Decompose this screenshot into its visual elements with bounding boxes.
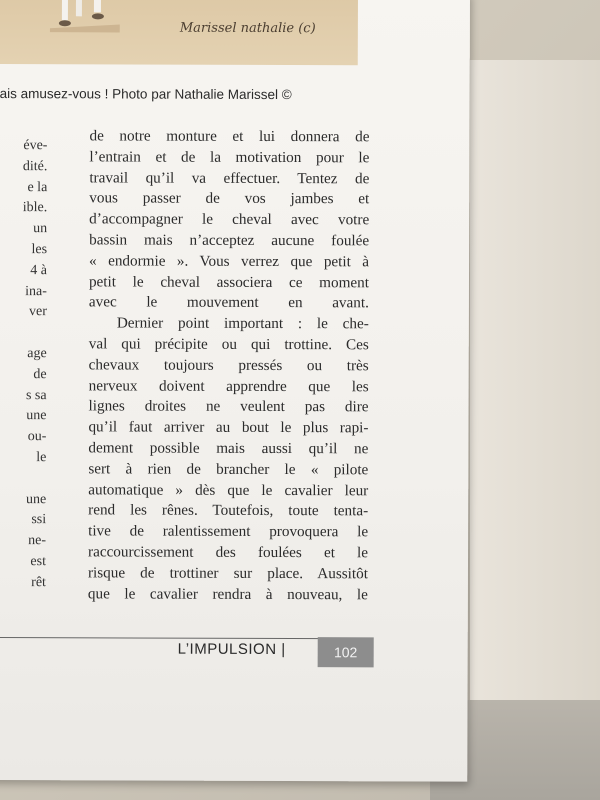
- text-line: que le cavalier rendra à nouveau, le: [87, 584, 368, 603]
- left-fragment-line: est: [30, 554, 47, 570]
- text-line: bassin mais n’acceptez aucune foulée: [89, 231, 370, 250]
- text-line: d’accompagner le cheval avec votre: [89, 210, 370, 229]
- text-line: tive de ralentissement provoquera le: [88, 522, 369, 541]
- text-line: chevaux toujours pressés ou très: [88, 356, 369, 375]
- text-line: rend les rênes. Toutefois, toute tenta-: [88, 501, 369, 520]
- left-fragment-line: ver: [28, 304, 47, 320]
- text-line: automatique » dès que le cavalier leur: [88, 480, 369, 499]
- left-fragment-line: dité.: [22, 158, 48, 174]
- photo-caption: ais amusez-vous ! Photo par Nathalie Marissel ©: [0, 86, 292, 103]
- text-line: vous passer de vos jambes et: [89, 189, 370, 208]
- left-fragment-line: les: [31, 242, 48, 258]
- left-fragment-line: une: [25, 491, 47, 507]
- text-line: travail qu’il va effectuer. Tentez de: [89, 168, 370, 187]
- text-line: dement possible mais aussi qu’il ne: [88, 439, 369, 458]
- left-fragment-line: ssi: [31, 512, 47, 528]
- left-fragment-line: ina-: [25, 283, 47, 299]
- text-line: sert à rien de brancher le « pilote: [88, 460, 369, 479]
- left-fragment-line: éve-: [23, 138, 48, 154]
- left-fragment-line: de: [33, 366, 47, 382]
- text-line: « endormie ». Vous verrez que petit à: [89, 252, 370, 271]
- left-fragment-line: ible.: [22, 200, 48, 216]
- left-fragment-line: une: [26, 408, 47, 424]
- text-line: avec le mouvement en avant.: [88, 293, 369, 312]
- left-fragment-line: ne-: [28, 533, 47, 549]
- left-fragment-line: rêt: [31, 574, 46, 590]
- left-fragment-line: ou-: [27, 429, 47, 445]
- main-text-column: [88, 126, 370, 605]
- text-line: petit le cheval associera ce moment: [88, 272, 370, 291]
- left-fragment-line: age: [27, 346, 47, 362]
- left-fragment-line: le: [36, 450, 47, 466]
- footer-rule: [0, 637, 328, 639]
- text-line: l’entrain et de la motivation pour le: [89, 148, 370, 167]
- left-fragment-line: un: [33, 221, 48, 237]
- text-line: raccourcissement des foulées et le: [88, 543, 369, 562]
- photo: [0, 0, 358, 65]
- text-line: risque de trottiner sur place. Aussitôt: [87, 564, 368, 583]
- text-line: nerveux doivent apprendre que les: [88, 376, 369, 395]
- text-line: val qui précipite ou qui trottine. Ces: [88, 335, 369, 354]
- photo-credit: Marissel nathalie (c): [179, 20, 316, 37]
- chapter-title: L’IMPULSION |: [177, 640, 286, 659]
- left-fragment-line: s sa: [25, 387, 47, 403]
- page-number: 102: [318, 637, 374, 667]
- text-line: lignes droites ne veulent pas dire: [88, 397, 369, 416]
- background-board: [470, 60, 600, 800]
- text-line: de notre monture et lui donnera de: [89, 127, 370, 146]
- text-line: qu’il faut arriver au bout le plus rapi-: [88, 418, 369, 437]
- left-fragment-line: e la: [27, 179, 48, 195]
- text-line: Dernier point important : le che-: [116, 314, 369, 333]
- left-fragment-line: 4 à: [30, 262, 48, 278]
- horse-legs-image: [50, 0, 120, 32]
